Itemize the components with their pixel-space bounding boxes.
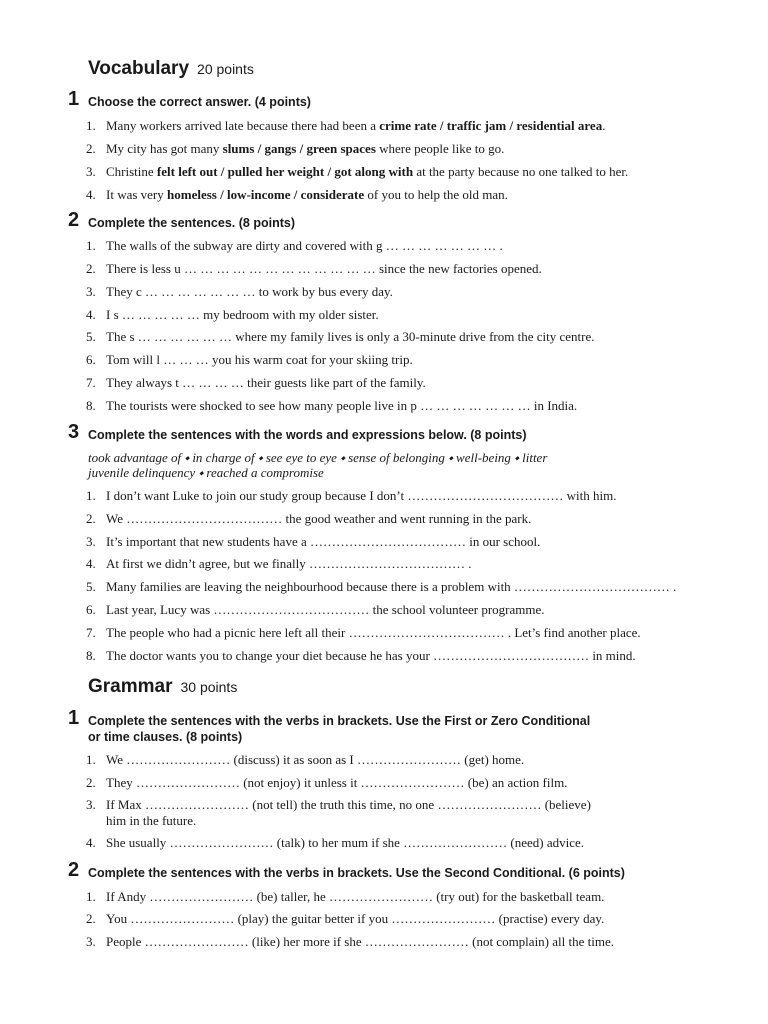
list-item: 1. We …………………… (discuss) it as soon as I …………………… (get) home. [86,752,525,767]
grammar-heading [88,676,237,698]
exercise-number: 1 [68,707,80,729]
answer-options: slums / gangs / green spaces [222,141,376,156]
list-item: 1. Many workers arrived late because there had been a crime rate / traffic jam / residential area. [86,118,606,133]
list-item: 1. The walls of the subway are dirty and covered with g … … … … … … … . [86,238,503,253]
list-item: 7. The people who had a picnic here left all their ……………………………… . Let’s find another place. [86,625,641,640]
exercise-instruction: Complete the sentences with the verbs in brackets. Use the Second Conditional. (6 points) [88,866,625,880]
list-item: 8. The doctor wants you to change your diet because he has your ……………………………… in mind. [86,648,636,663]
exercise-instruction: Choose the correct answer. (4 points) [88,95,311,109]
section-points: 30 points [180,679,238,695]
exercise-instruction: Complete the sentences with the verbs in brackets. Use the First or Zero Conditional or time clauses. (8 points) [88,714,591,744]
answer-options: felt left out / pulled her weight / got along with [156,164,414,179]
vocabulary-heading [88,58,254,80]
list-item: 1. If Andy …………………… (be) taller, he …………………… (try out) for the basketball team. [86,889,605,904]
list-item: 3. It’s important that new students have a ……………………………… in our school. [86,534,541,549]
list-item: 2. You …………………… (play) the guitar better if you …………………… (practise) every day. [86,911,605,926]
list-item: 2. There is less u … … … … … … … … … … … … since the new factories opened. [86,261,542,276]
section-points: 20 points [197,61,254,77]
answer-options: homeless / low-income / considerate [167,187,365,202]
list-item: 2. We ……………………………… the good weather and went running in the park. [86,511,532,526]
exercise-number: 2 [68,859,80,881]
word-bank-line: took advantage of ⬩ in charge of ⬩ see eye to eye ⬩ sense of belonging ⬩ well-being ⬩ litter [88,450,548,465]
list-item: 3. People …………………… (like) her more if she …………………… (not complain) all the time. [86,934,614,949]
list-item: 3. Christine felt left out / pulled her weight / got along with at the party because no one talked to her. [86,164,629,179]
list-item: 4. I s … … … … … my bedroom with my older sister. [86,307,379,322]
list-item: 6. Last year, Lucy was ……………………………… the school volunteer programme. [86,602,545,617]
list-item: 4. It was very homeless / low-income / considerate of you to help the old man. [86,187,508,202]
list-item: 4. At first we didn’t agree, but we finally ……………………………… . [86,556,472,571]
list-item: 6. Tom will l … … … you his warm coat for your skiing trip. [86,352,413,367]
section-title: Vocabulary [88,58,190,79]
answer-options: crime rate / traffic jam / residential area [379,118,603,133]
exercise-instruction: Complete the sentences. (8 points) [88,216,295,230]
section-title: Grammar [88,676,173,697]
list-item: 4. She usually …………………… (talk) to her mum if she …………………… (need) advice. [86,835,585,850]
list-item: 2. My city has got many slums / gangs / green spaces where people like to go. [86,141,505,156]
word-bank [88,450,708,480]
list-item: 3. If Max …………………… (not tell) the truth this time, no one …………………… (believe) him in the future. [86,797,591,828]
list-item: 5. Many families are leaving the neighbourhood because there is a problem with ……………………………… . [86,579,677,594]
exercise-number: 1 [68,88,80,110]
list-item: 2. They …………………… (not enjoy) it unless it …………………… (be) an action film. [86,775,568,790]
exercise-number: 2 [68,209,80,231]
list-item: 5. The s … … … … … … where my family lives is only a 30-minute drive from the city centre. [86,329,595,344]
word-bank-line: juvenile delinquency ⬩ reached a compromise [88,465,324,480]
exercise-instruction: Complete the sentences with the words and expressions below. (8 points) [88,428,527,442]
list-item: 8. The tourists were shocked to see how many people live in p … … … … … … … in India. [86,398,578,413]
list-item: 3. They c … … … … … … … to work by bus every day. [86,284,393,299]
list-item: 7. They always t … … … … their guests like part of the family. [86,375,426,390]
list-item: 1. I don’t want Luke to join our study group because I don’t ……………………………… with him. [86,488,617,503]
exercise-number: 3 [68,421,80,443]
